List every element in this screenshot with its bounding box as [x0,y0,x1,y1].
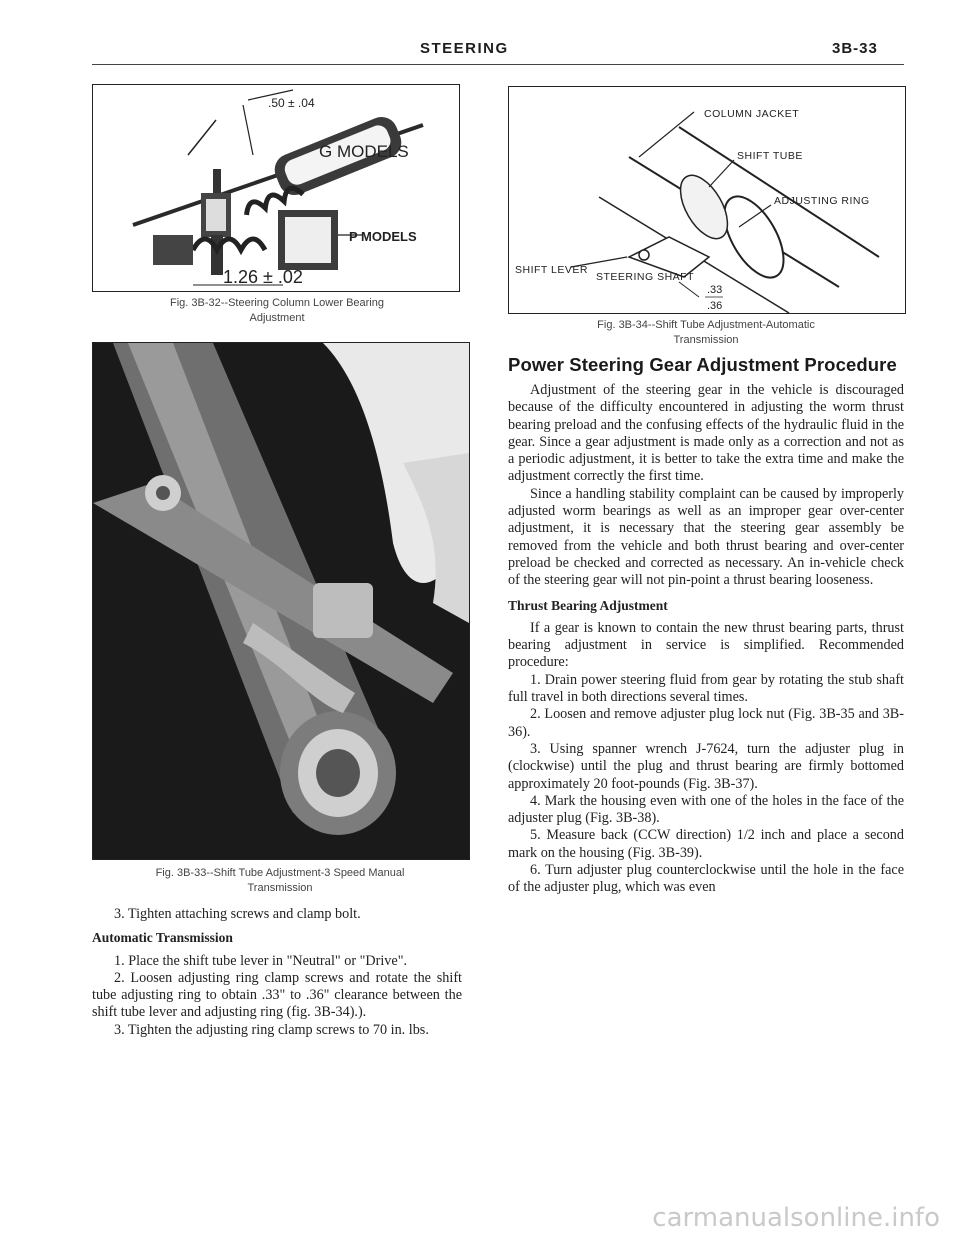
procedure-step-4: 4. Mark the housing even with one of the holes in the face of the adjuster plug (Fig. 3B-38). [508,792,904,827]
section-title: STEERING [420,40,509,57]
caption-line: Fig. 3B-34--Shift Tube Adjustment-Automatic [597,319,815,331]
right-column-text [508,382,904,897]
shift-tube-photo-illustration [93,343,469,859]
page-number: 3B-33 [832,40,878,57]
paragraph: Since a handling stability complaint can be caused by improperly adjusted worm bearings as well as an improper gear over-center adjustment, it is necessary that the steering gear assembly be removed from the vehicle and both thrust bearing and over-center preload be checked and corrected as necessary. An in-vehicle check of the steering gear will not pin-point a thrust bearing looseness. [508,485,904,589]
figure-3b-34-caption [508,318,904,348]
p-models-label: P MODELS [349,229,417,244]
procedure-step-5: 5. Measure back (CCW direction) 1/2 inch and place a second mark on the housing (Fig. 3B-39). [508,827,904,861]
dimension-36-label: .36 [707,300,723,312]
procedure-step-1: 1. Drain power steering fluid from gear by rotating the stub shaft full travel in both directions several times. [508,671,904,706]
steering-shaft-label: STEERING SHAFT [596,271,695,283]
figure-3b-34 [508,86,906,314]
automatic-transmission-heading: Automatic Transmission [92,930,233,946]
procedure-step-2: 2. Loosen and remove adjuster plug lock nut (Fig. 3B-35 and 3B-36). [508,706,904,740]
figure-3b-33-caption [92,866,468,896]
g-models-label: G MODELS [319,142,409,161]
caption-line: Fig. 3B-32--Steering Column Lower Bearing [170,297,384,309]
shift-tube-automatic-illustration [509,87,905,313]
paragraph: If a gear is known to contain the new thrust bearing parts, thrust bearing adjustment in service is simplified. Recommended procedure: [508,619,904,671]
dimension-label-bottom: 1.26 ± .02 [223,267,303,287]
left-column-text [92,906,462,1039]
procedure-step-6: 6. Turn adjuster plug counterclockwise until the hole in the face of the adjuster plug, which was even [508,862,904,896]
caption-line: Adjustment [249,312,305,324]
adjusting-ring-label: ADJUSTING RING [774,195,870,207]
procedure-step-3: 3. Using spanner wrench J-7624, turn the adjuster plug in (clockwise) until the plug and thrust bearing are firmly bottomed approximately 20 foot-pounds (Fig. 3B-37). [508,740,904,792]
tighten-step: 3. Tighten attaching screws and clamp bolt. [114,906,361,922]
dimension-label-top: .50 ± .04 [268,96,315,110]
auto-step-1: 1. Place the shift tube lever in "Neutral" or "Drive". [114,952,408,969]
auto-step-3: 3. Tighten the adjusting ring clamp screws to 70 in. lbs. [114,1021,429,1038]
figure-3b-32-caption [92,296,462,326]
shift-lever-label: SHIFT LEVER [515,264,588,276]
power-steering-heading: Power Steering Gear Adjustment Procedure [508,354,897,375]
caption-line: Transmission [247,882,313,894]
figure-3b-33-photo [92,342,470,860]
header-divider [92,64,904,65]
figure-3b-32 [92,84,460,292]
shift-tube-label: SHIFT TUBE [737,150,803,162]
auto-step-2: 2. Loosen adjusting ring clamp screws and rotate the shift tube adjusting ring to obtain .33" to .36" clearance between the shift tube lever and adjusting ring (fig. 3B-34).). [92,969,462,1021]
steering-column-bearing-illustration [93,85,459,291]
dimension-33-label: .33 [707,284,723,296]
footer-watermark: carmanualsonline.info [652,1203,940,1233]
column-jacket-label: COLUMN JACKET [704,108,800,120]
caption-line: Fig. 3B-33--Shift Tube Adjustment-3 Speed Manual [155,867,405,879]
paragraph: Adjustment of the steering gear in the vehicle is discouraged because of the difficulty encountered in adjusting the worm thrust bearing preload and the confusing effects of the hydraulic fluid in the gear. Since a gear adjustment is made only as a correction and not as a periodic adjustment, it is better to take the extra time and make the adjustment correctly the first time. [508,382,904,485]
thrust-bearing-heading: Thrust Bearing Adjustment [508,597,668,613]
caption-line: Transmission [673,334,739,346]
